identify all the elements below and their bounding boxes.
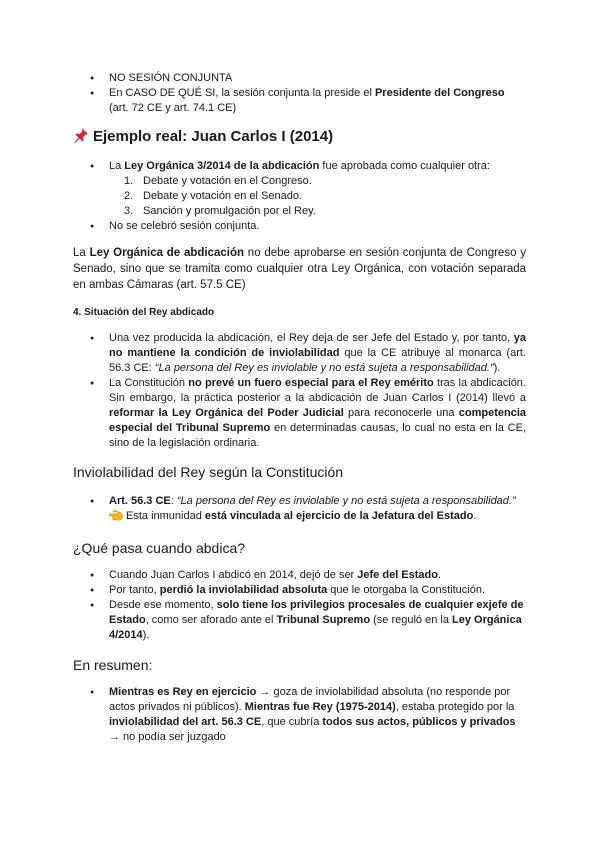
list-item: 1. Debate y votación en el Congreso. (124, 175, 312, 187)
example-list-2 (0, 219, 600, 234)
list-item: ● Desde ese momento, solo tiene los privilegios procesales de cualquier exjefe de Estado, como ser aforado ante el Tribunal Supremo (se reguló en la Ley Orgánica 4/2014). (0, 598, 600, 643)
list-item: 2. Debate y votación en el Senado. (124, 190, 303, 202)
abdica-list (0, 568, 600, 643)
list-item: ● La Constitución no prevé un fuero especial para el Rey emérito tras la abdicación. Sin embargo, la práctica posterior a la abdicación de Juan Carlos I (2014) llevó a reformar la Ley Orgánica del Poder Judicial para reconocerle una competencia especial del Tribunal Supremo en determinadas causas, lo cual no esta en la CE, sino de la legislación ordinaria. (0, 376, 600, 451)
list-item: ● Art. 56.3 CE: “La persona del Rey es inviolable y no está sujeta a responsabilidad.” Esta inmunidad está vinculada al ejercicio de la Jefatura del Estado. (0, 494, 600, 524)
list-item: 3. Sanción y promulgación por el Rey. (124, 205, 316, 217)
resumen-list (0, 685, 600, 745)
steps-list (0, 174, 600, 219)
list-item: ● La Ley Orgánica 3/2014 de la abdicación fue aprobada como cualquier otra: (0, 159, 600, 174)
list-item: ● No se celebró sesión conjunta. (0, 219, 600, 234)
section4-heading-block (0, 306, 600, 320)
section4-list-block (0, 331, 600, 451)
inviolabilidad-list-block (0, 494, 600, 524)
abdica-heading-block (0, 539, 600, 557)
list-item: ● Mientras es Rey en ejercicio → goza de inviolabilidad absoluta (no responde por actos privados ni públicos). Mientras fue Rey (1975-2014), estaba protegido por la inviolabilidad del art. 56.3 CE, que cubría todos sus actos, públicos y privados → no podía ser juzgado (0, 685, 600, 745)
top-list-block (0, 71, 600, 116)
section-heading: En resumen: (73, 657, 153, 673)
list-item: ● Una vez producida la abdicación, el Rey deja de ser Jefe del Estado y, por tanto, ya no mantiene la condición de inviolabilidad que la CE atribuye al monarca (art. 56.3 CE: “La persona del Rey es inviolable y no está sujeta a responsabilidad.”). (0, 331, 600, 376)
example-list-block (0, 159, 600, 234)
inviolabilidad-heading-block (0, 463, 600, 481)
abdication-paragraph-block (0, 245, 600, 293)
list-item: ● NO SESIÓN CONJUNTA (0, 71, 600, 86)
pointing-hand-icon (109, 509, 123, 521)
section4-list (0, 331, 600, 451)
abdica-list-block (0, 568, 600, 643)
section-subheading: 4. Situación del Rey abdicado (73, 307, 215, 318)
example-list (0, 159, 600, 174)
example-heading-block (0, 127, 600, 147)
top-list (0, 71, 600, 116)
resumen-list-block (0, 685, 600, 745)
section-heading: Ejemplo real: Juan Carlos I (2014) (0, 127, 600, 147)
list-item: ● En CASO DE QUÉ SI, la sesión conjunta la preside el Presidente del Congreso (art. 72 CE y art. 74.1 CE) (0, 86, 600, 116)
resumen-heading-block (0, 656, 600, 674)
list-item: ● Cuando Juan Carlos I abdicó en 2014, dejó de ser Jefe del Estado. (0, 568, 600, 583)
inviolabilidad-list (0, 494, 600, 524)
abdication-paragraph: La Ley Orgánica de abdicación no debe aprobarse en sesión conjunta de Congreso y Senado, sino que se tramita como cualquier otra Ley Orgánica, con votación separada en ambas Cámaras (art. 57.5 CE) (73, 247, 526, 291)
section-heading: Inviolabilidad del Rey según la Constitución (73, 464, 344, 480)
list-item: ● Por tanto, perdió la inviolabilidad absoluta que le otorgaba la Constitución. (0, 583, 600, 598)
pushpin-icon (73, 127, 89, 143)
section-heading: ¿Qué pasa cuando abdica? (73, 540, 246, 556)
